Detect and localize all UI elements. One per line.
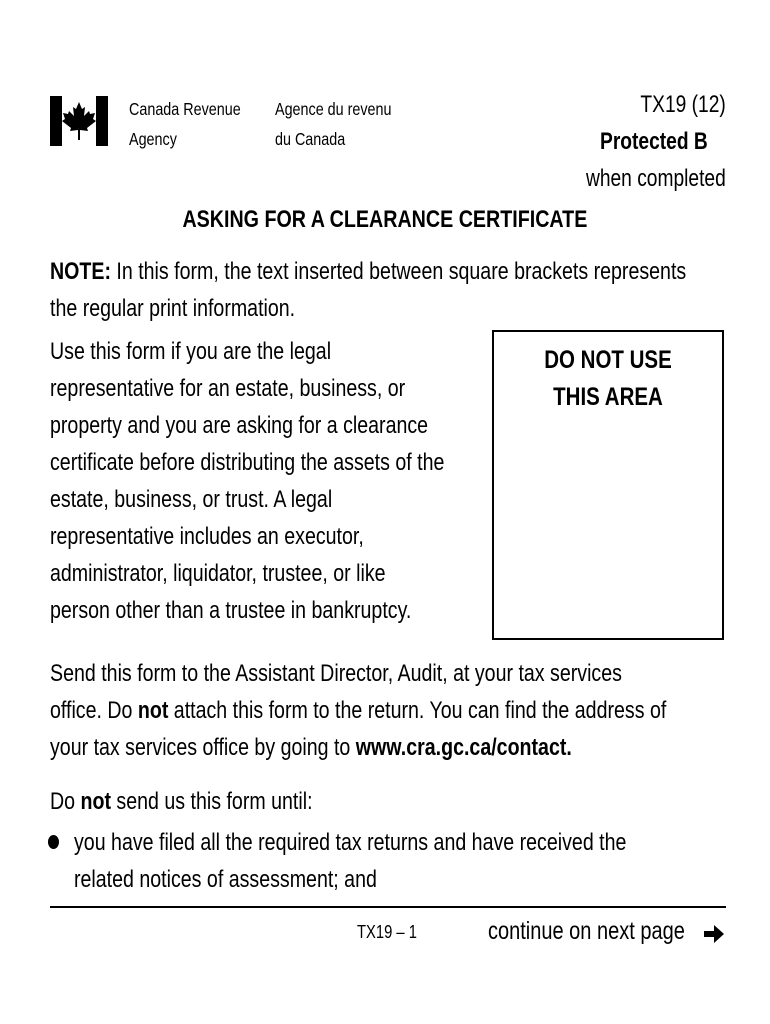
do-not-use-line2: THIS AREA <box>553 383 663 411</box>
send-line2-c: attach this form to the return. You can find the address of <box>168 697 667 724</box>
agency-name-french <box>275 94 417 154</box>
intro-line: representative for an estate, business, or <box>50 375 406 402</box>
note-line1-text: In this form, the text inserted between square brackets represents <box>110 258 687 285</box>
note-line2: the regular print information. <box>50 295 296 322</box>
note-paragraph <box>50 253 770 327</box>
intro-line: estate, business, or trust. A legal <box>50 486 333 513</box>
send-line1: Send this form to the Assistant Director, Audit, at your tax services <box>50 660 622 687</box>
bullet-icon <box>48 835 59 849</box>
intro-line: person other than a trustee in bankruptcy. <box>50 597 412 624</box>
form-code: TX19 (12) <box>640 91 726 118</box>
page-title <box>0 206 770 234</box>
agency-fr-line2: du Canada <box>275 129 346 149</box>
send-line3-a: your tax services office by going to <box>50 734 356 761</box>
send-paragraph <box>50 655 770 766</box>
page-title-text: ASKING FOR A CLEARANCE CERTIFICATE <box>182 206 588 233</box>
send-line2 <box>50 692 666 729</box>
footer-divider <box>50 906 726 908</box>
intro-line: Use this form if you are the legal <box>50 338 332 365</box>
do-not-send-c: send us this form until: <box>110 788 313 815</box>
intro-paragraph <box>50 333 543 629</box>
list-item <box>74 824 765 898</box>
note-line1 <box>50 253 686 290</box>
do-not-send-line <box>50 783 313 820</box>
protected-note: when completed <box>586 165 726 192</box>
send-line3 <box>50 729 666 766</box>
agency-name-english <box>129 94 265 154</box>
bullet-line1: you have filed all the required tax returns and have received the <box>74 829 627 856</box>
do-not-use-text <box>494 342 722 416</box>
note-label: NOTE: <box>50 258 111 285</box>
agency-en-line2: Agency <box>129 129 177 149</box>
agency-en-line1: Canada Revenue <box>129 99 241 119</box>
do-not-use-area <box>492 330 724 640</box>
canada-flag-icon <box>50 96 108 146</box>
intro-line: certificate before distributing the assets of the <box>50 449 445 476</box>
intro-line: administrator, liquidator, trustee, or like <box>50 560 386 587</box>
continue-text: continue on next page <box>488 917 685 945</box>
agency-fr-line1: Agence du revenu <box>275 99 392 119</box>
do-not-send-emphasis: not <box>80 788 111 815</box>
page-number <box>357 922 430 943</box>
arrow-right-icon <box>702 922 726 946</box>
do-not-send-paragraph <box>50 783 378 820</box>
page-number-text: TX19 – 1 <box>357 922 417 942</box>
form-header-right <box>551 86 726 197</box>
continue-next-page <box>488 917 734 946</box>
bullet-line2: related notices of assessment; and <box>74 866 377 893</box>
protected-label: Protected B <box>600 128 708 155</box>
intro-line: property and you are asking for a clearance <box>50 412 429 439</box>
do-not-use-line1: DO NOT USE <box>544 346 672 374</box>
send-line2-emphasis: not <box>137 697 169 724</box>
do-not-send-a: Do <box>50 788 81 815</box>
contact-url[interactable]: www.cra.gc.ca/contact. <box>355 734 572 761</box>
intro-line: representative includes an executor, <box>50 523 364 550</box>
send-line2-a: office. Do <box>50 697 138 724</box>
